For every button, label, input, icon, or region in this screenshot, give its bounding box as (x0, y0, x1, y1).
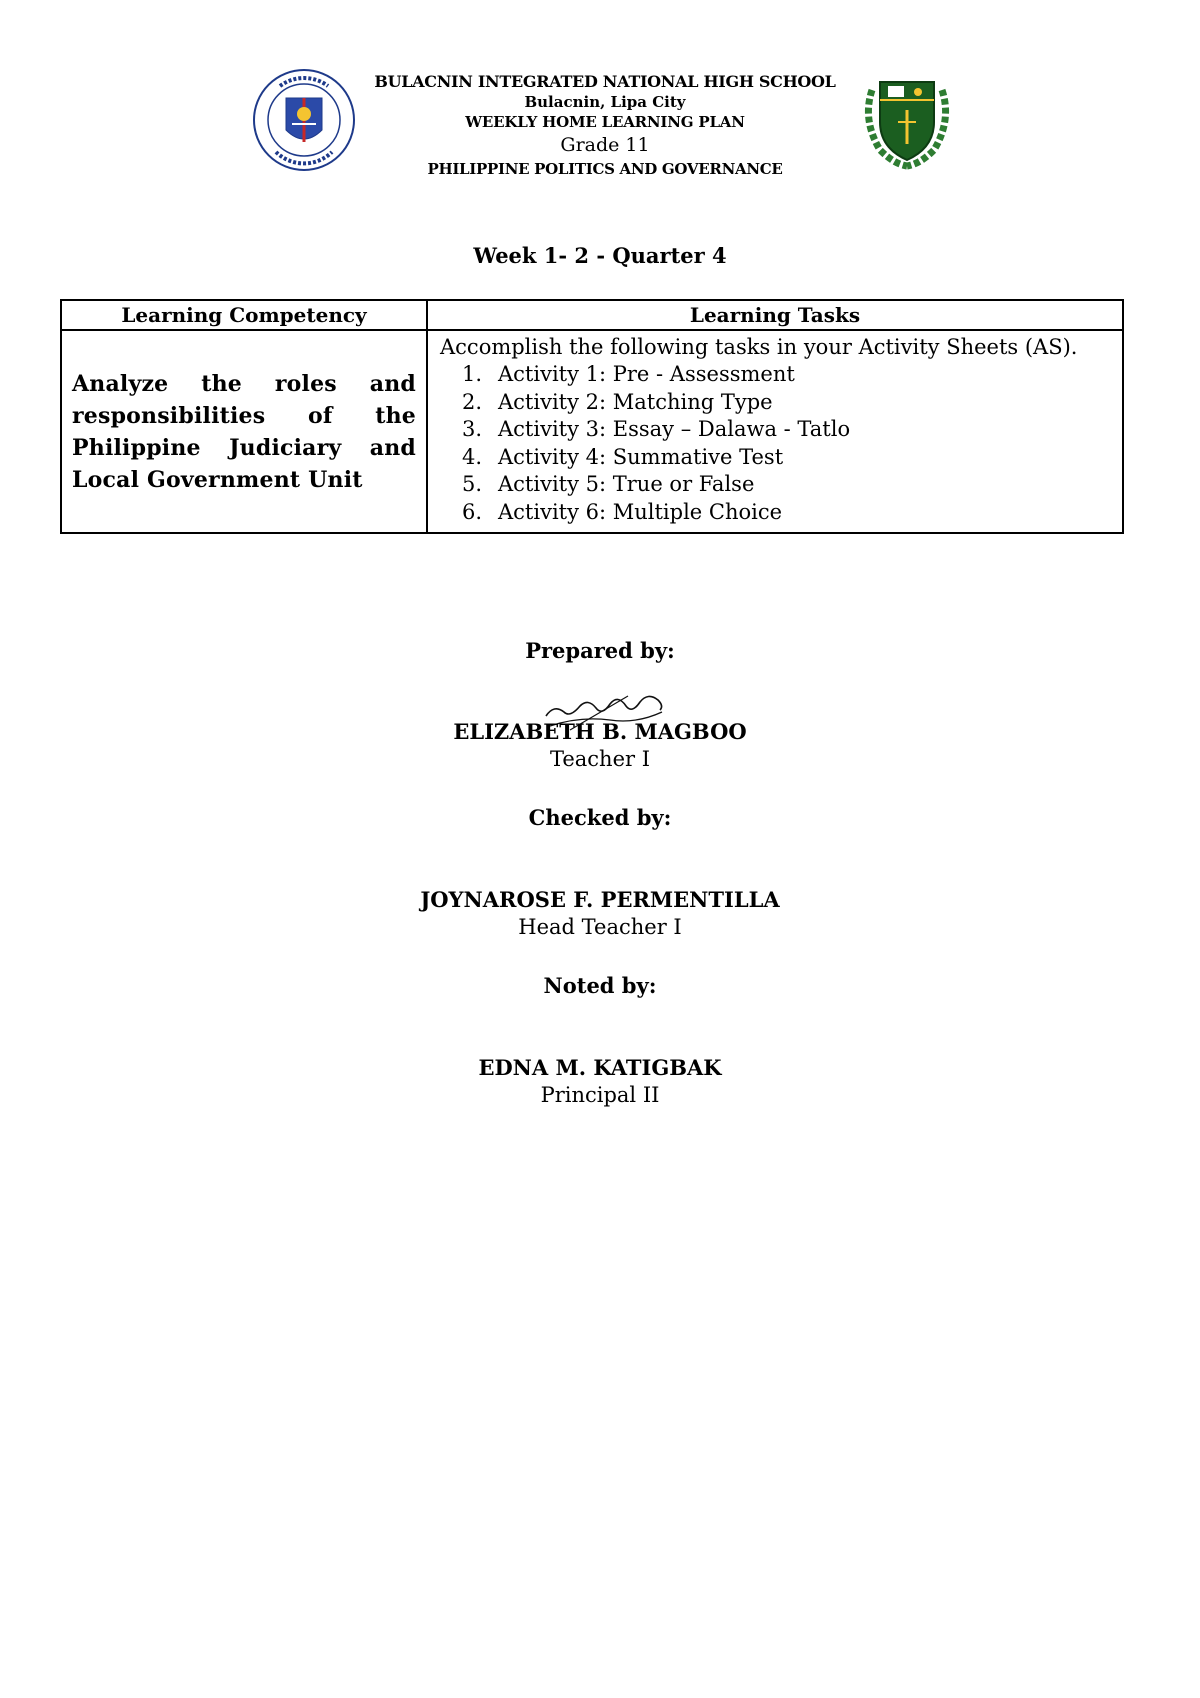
checked-by-label: Checked by: (528, 805, 672, 830)
task-text: Activity 6: Multiple Choice (498, 499, 783, 524)
competency-header: Learning Competency (61, 300, 427, 330)
checked-by-title: Head Teacher I (518, 915, 682, 939)
task-text: Activity 2: Matching Type (498, 389, 773, 414)
task-number: 3. (461, 417, 482, 441)
list-item (440, 389, 1110, 417)
task-text: Activity 4: Summative Test (498, 444, 784, 469)
noted-by-name: EDNA M. KATIGBAK (478, 1055, 722, 1080)
tasks-intro: Accomplish the following tasks in your Activity Sheets (AS). (440, 335, 1078, 359)
competency-text: Analyze the roles and responsibilities of the Philippine Judiciary and Local Government Unit (72, 370, 416, 493)
task-text: Activity 3: Essay – Dalawa - Tatlo (498, 417, 851, 441)
task-number: 4. (461, 444, 482, 469)
task-number: 6. (461, 499, 482, 524)
deped-seal-logo (252, 68, 356, 172)
list-item (440, 471, 1110, 499)
grade-level: Grade 11 (560, 134, 650, 156)
list-item (440, 361, 1110, 389)
task-list (440, 361, 1110, 526)
task-text: Activity 5: True or False (498, 472, 755, 496)
task-number: 2. (461, 389, 482, 414)
task-number: 5. (461, 472, 482, 496)
table-header-row (61, 300, 1123, 330)
plan-title: WEEKLY HOME LEARNING PLAN (465, 113, 745, 131)
list-item (440, 416, 1110, 444)
prepared-by-name: ELIZABETH B. MAGBOO (453, 719, 747, 744)
table-row (61, 330, 1123, 533)
school-name: BULACNIN INTEGRATED NATIONAL HIGH SCHOOL (374, 72, 836, 91)
tasks-header: Learning Tasks (427, 300, 1123, 330)
task-text: Activity 1: Pre - Assessment (498, 362, 795, 386)
week-quarter-label: Week 1- 2 - Quarter 4 (473, 243, 727, 268)
prepared-by-title: Teacher I (549, 747, 651, 771)
noted-by-title: Principal II (540, 1083, 660, 1107)
school-crest-logo (858, 70, 956, 170)
task-number: 1. (461, 362, 482, 386)
checked-by-name: JOYNAROSE F. PERMENTILLA (420, 887, 780, 912)
prepared-by-label: Prepared by: (525, 638, 675, 663)
noted-by-label: Noted by: (543, 973, 657, 998)
subject-title: PHILIPPINE POLITICS AND GOVERNANCE (427, 160, 783, 178)
school-address: Bulacnin, Lipa City (524, 93, 686, 111)
learning-plan-table (60, 299, 1124, 534)
list-item (440, 444, 1110, 472)
school-header (360, 72, 850, 180)
list-item (440, 499, 1110, 527)
competency-cell (61, 330, 427, 533)
tasks-cell (427, 330, 1123, 533)
